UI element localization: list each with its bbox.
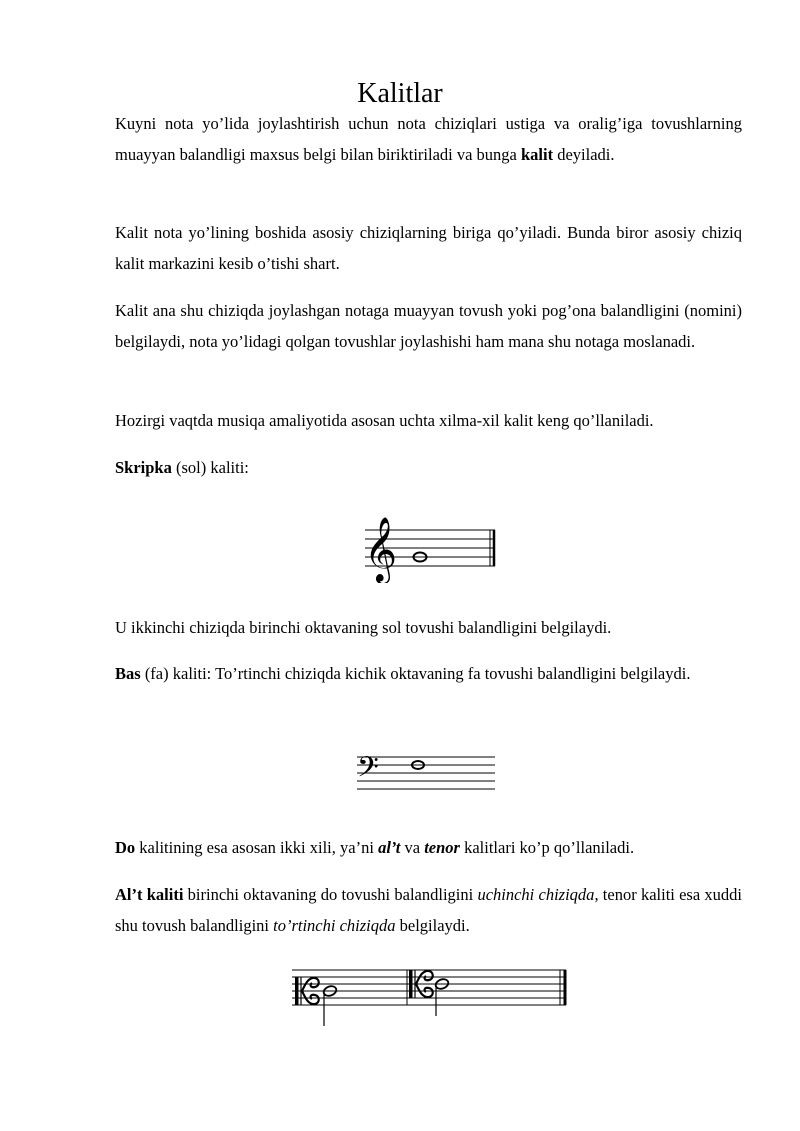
text: (sol) kaliti:: [171, 458, 249, 477]
emphasis-third-line: uchinchi chiziqda: [477, 885, 595, 904]
paragraph-types: Hozirgi vaqtda musiqa amaliyotida asosan uchta xilma-xil kalit keng qo’llaniladi.: [115, 411, 654, 430]
bass-clef-icon: 𝄢: [357, 752, 379, 791]
text: deyiladi.: [553, 145, 615, 164]
page-title: Kalitlar: [357, 78, 443, 109]
paragraph-alto-tenor: [115, 879, 742, 941]
paragraph-treble-desc: U ikkinchi chiziqda birinchi oktavaning sol tovushi balandligini belgilaydi.: [115, 618, 612, 637]
paragraph-c-clef: [115, 832, 742, 863]
paragraph-intro: [115, 108, 742, 170]
text: , tenor kaliti esa xuddi shu tovush balandligini: [115, 885, 743, 935]
paragraph-placement: Kalit nota yo’lining boshida asosiy chiziqlarning biriga qo’yiladi. Bunda biror asosiy chiziq kalit markazini kesib o’tishi shart.: [115, 223, 742, 273]
bass-clef-staff-figure: [355, 752, 500, 797]
treble-clef-icon: 𝄞: [364, 517, 398, 582]
text: va: [400, 838, 425, 857]
text: belgilaydi.: [395, 916, 470, 935]
term-alt-kaliti: Al’t kaliti: [115, 885, 184, 904]
text: birinchi oktavaning do tovushi balandligini: [183, 885, 478, 904]
paragraph-treble-heading: [115, 452, 742, 483]
term-alt: al’t: [378, 838, 401, 857]
paragraph-bass: [115, 658, 742, 689]
emphasis-fourth-line: to’rtinchi chiziqda: [273, 916, 396, 935]
c-clefs-staff-figure: [290, 960, 570, 1030]
term-do: Do: [115, 838, 136, 857]
paragraph-function: Kalit ana shu chiziqda joylashgan notaga muayyan tovush yoki pog’ona balandligini (nomini) belgilaydi, nota yo’lidagi qolgan tovushlar joylashishi ham mana shu notaga moslanadi.: [115, 301, 742, 351]
text: kalitining esa asosan ikki xili, ya’ni: [135, 838, 379, 857]
text: Kuyni nota yo’lida joylashtirish uchun nota chiziqlari ustiga va oralig’iga tovushlarning muayyan balandligi maxsus belgi bilan biriktiriladi va bunga: [115, 114, 742, 164]
text: kalitlari ko’p qo’llaniladi.: [459, 838, 635, 857]
term-bas: Bas: [115, 664, 141, 683]
text: (fa) kaliti: To’rtinchi chiziqda kichik oktavaning fa tovushi balandligini belgilaydi.: [140, 664, 691, 683]
term-kalit: kalit: [521, 145, 554, 164]
treble-clef-staff-figure: [360, 508, 500, 583]
term-tenor: tenor: [424, 838, 460, 857]
half-note-icon: [434, 978, 449, 1016]
term-skripka: Skripka: [115, 458, 172, 477]
